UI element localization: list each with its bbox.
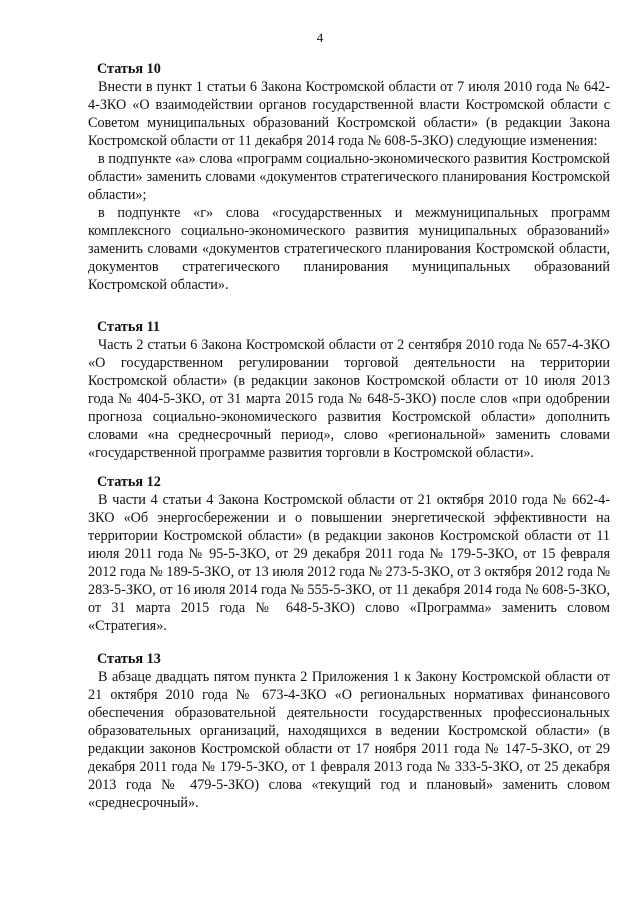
article-heading: Статья 13	[97, 651, 161, 667]
article-paragraph: в подпункте «а» слова «программ социально-экономического развития Костромской области» заменить словами «документов стратегического планирования Костромской области»;	[88, 151, 610, 203]
article-heading: Статья 11	[97, 319, 161, 335]
article-10	[88, 60, 610, 294]
article-13	[88, 650, 610, 812]
article-paragraph: Часть 2 статьи 6 Закона Костромской области от 2 сентября 2010 года № 657-4-ЗКО «О государственном регулировании торговой деятельности на территории Костромской области» (в редакции законов Костромской области от 10 июля 2013 года № 404-5-ЗКО, от 31 марта 2015 года № 648-5-ЗКО) после слов «при одобрении прогноза социально-экономического развития Костромской области» дополнить словами «на среднесрочный период», слово «региональной» заменить словами «государственной программе развития торговли в Костромской области».	[88, 337, 610, 461]
article-paragraph: в подпункте «г» слова «государственных и межмуниципальных программ комплексного социально-экономического развития муниципальных образований» заменить словами «документов стратегического планирования Костромской области, документов стратегического планирования муниципальных образований Костромской области».	[88, 205, 610, 293]
article-paragraph: В абзаце двадцать пятом пункта 2 Приложения 1 к Закону Костромской области от 21 октября 2010 года № 673-4-ЗКО «О региональных нормативах финансового обеспечения образовательной деятельности государственных профессиональных образовательных организаций, находящихся в ведении Костромской области» (в редакции законов Костромской области от 17 ноября 2011 года № 147-5-ЗКО, от 29 декабря 2011 года № 179-5-ЗКО, от 1 февраля 2013 года № 333-5-ЗКО, от 25 декабря 2013 года № 479-5-ЗКО) слова «текущий год и плановый» заменить словом «среднесрочный».	[88, 669, 610, 811]
article-heading: Статья 12	[97, 474, 161, 490]
article-heading: Статья 10	[97, 61, 161, 77]
article-12	[88, 473, 610, 635]
article-11	[88, 318, 610, 462]
page-number: 4	[316, 30, 324, 45]
article-paragraph: Внести в пункт 1 статьи 6 Закона Костромской области от 7 июля 2010 года № 642-4-ЗКО «О взаимодействии органов государственной власти Костромской области с Советом муниципальных образований Костромской области» (в редакции Закона Костромской области от 11 декабря 2014 года № 608-5-ЗКО) следующие изменения:	[88, 79, 610, 149]
article-paragraph: В части 4 статьи 4 Закона Костромской области от 21 октября 2010 года № 662-4-ЗКО «Об энергосбережении и о повышении энергетической эффективности на территории Костромской области» (в редакции законов Костромской области от 11 июля 2011 года № 95-5-ЗКО, от 29 декабря 2011 года № 179-5-ЗКО, от 15 февраля 2012 года № 189-5-ЗКО, от 13 июля 2012 года № 273-5-ЗКО, от 3 октября 2012 года № 283-5-ЗКО, от 16 июля 2014 года № 555-5-ЗКО, от 11 декабря 2014 года № 608-5-ЗКО, от 31 марта 2015 года № 648-5-ЗКО) слово «Программа» заменить словом «Стратегия».	[88, 492, 610, 634]
